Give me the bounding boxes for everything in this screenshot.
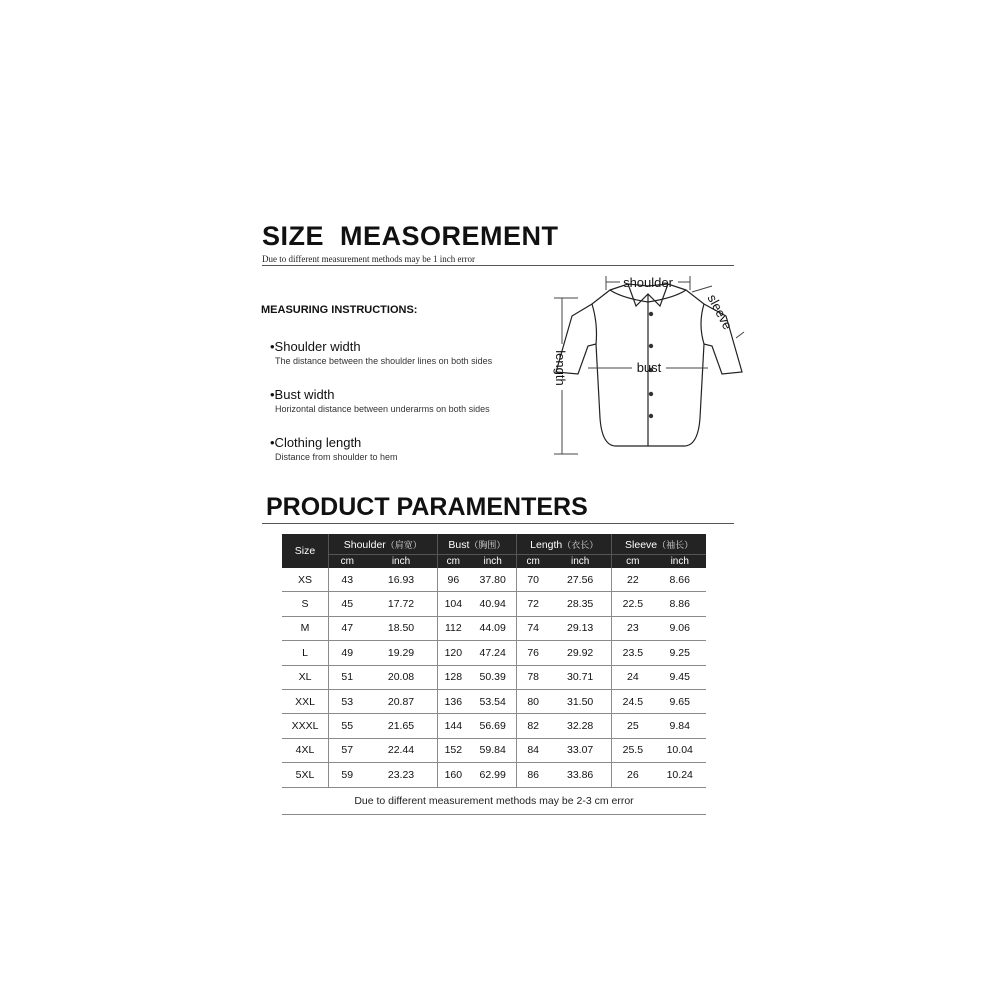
- unit-header: cm: [437, 555, 469, 569]
- value-cell: 20.08: [365, 665, 437, 689]
- value-cell: 25.5: [612, 738, 654, 762]
- value-cell: 53.54: [469, 689, 517, 713]
- value-cell: 23.23: [365, 763, 437, 787]
- size-cell: XL: [282, 665, 329, 689]
- value-cell: 50.39: [469, 665, 517, 689]
- table-row: [282, 714, 706, 738]
- value-cell: 55: [329, 714, 366, 738]
- instruction-desc: Horizontal distance between underarms on both sides: [275, 404, 490, 414]
- table-row: [282, 592, 706, 616]
- sleeve-label: sleeve: [704, 291, 736, 332]
- value-cell: 47.24: [469, 641, 517, 665]
- unit-header: inch: [365, 555, 437, 569]
- value-cell: 86: [517, 763, 549, 787]
- shoulder-label: shoulder: [623, 275, 673, 290]
- value-cell: 19.29: [365, 641, 437, 665]
- value-cell: 70: [517, 568, 549, 592]
- unit-header: cm: [517, 555, 549, 569]
- value-cell: 31.50: [549, 689, 612, 713]
- table-row: [282, 568, 706, 592]
- size-cell: 4XL: [282, 738, 329, 762]
- value-cell: 72: [517, 592, 549, 616]
- value-cell: 78: [517, 665, 549, 689]
- table-row: [282, 763, 706, 787]
- value-cell: 30.71: [549, 665, 612, 689]
- size-measurement-title: SIZE MEASOREMENT: [262, 221, 559, 251]
- value-cell: 25: [612, 714, 654, 738]
- value-cell: 47: [329, 616, 366, 640]
- value-cell: 23: [612, 616, 654, 640]
- size-cell: S: [282, 592, 329, 616]
- size-cell: XXL: [282, 689, 329, 713]
- value-cell: 59.84: [469, 738, 517, 762]
- product-parameters-title: PRODUCT PARAMENTERS: [266, 493, 588, 521]
- value-cell: 29.92: [549, 641, 612, 665]
- bust-label: bust: [636, 360, 662, 375]
- length-label: length: [553, 350, 568, 386]
- value-cell: 57: [329, 738, 366, 762]
- instruction-name: •Shoulder width: [270, 339, 361, 354]
- size-cell: 5XL: [282, 763, 329, 787]
- size-cell: XS: [282, 568, 329, 592]
- instruction-shoulder: [270, 339, 492, 367]
- value-cell: 9.25: [653, 641, 706, 665]
- shoulder-column-header: Shoulder（肩宽）: [329, 534, 438, 555]
- measurement-error-note: Due to different measurement methods may be 1 inch error: [262, 254, 476, 264]
- value-cell: 10.04: [653, 738, 706, 762]
- value-cell: 20.87: [365, 689, 437, 713]
- instruction-name: •Bust width: [270, 387, 335, 402]
- value-cell: 9.06: [653, 616, 706, 640]
- value-cell: 56.69: [469, 714, 517, 738]
- instruction-name: •Clothing length: [270, 435, 362, 450]
- length-column-header: Length（衣长）: [517, 534, 612, 555]
- value-cell: 16.93: [365, 568, 437, 592]
- value-cell: 8.66: [653, 568, 706, 592]
- size-cell: XXXL: [282, 714, 329, 738]
- unit-header: cm: [612, 555, 654, 569]
- value-cell: 45: [329, 592, 366, 616]
- size-chart-table: [282, 534, 706, 815]
- value-cell: 17.72: [365, 592, 437, 616]
- measuring-instructions-heading: MEASURING INSTRUCTIONS:: [261, 304, 418, 316]
- value-cell: 59: [329, 763, 366, 787]
- value-cell: 160: [437, 763, 469, 787]
- unit-header: inch: [549, 555, 612, 569]
- value-cell: 22.5: [612, 592, 654, 616]
- value-cell: 9.45: [653, 665, 706, 689]
- size-cell: M: [282, 616, 329, 640]
- bust-column-header: Bust（胸围）: [437, 534, 517, 555]
- value-cell: 37.80: [469, 568, 517, 592]
- instruction-desc: Distance from shoulder to hem: [275, 452, 398, 462]
- value-cell: 22: [612, 568, 654, 592]
- value-cell: 32.28: [549, 714, 612, 738]
- table-row: [282, 616, 706, 640]
- table-row: [282, 641, 706, 665]
- value-cell: 80: [517, 689, 549, 713]
- value-cell: 104: [437, 592, 469, 616]
- value-cell: 144: [437, 714, 469, 738]
- shirt-diagram: [548, 268, 748, 464]
- value-cell: 40.94: [469, 592, 517, 616]
- value-cell: 49: [329, 641, 366, 665]
- value-cell: 112: [437, 616, 469, 640]
- value-cell: 28.35: [549, 592, 612, 616]
- value-cell: 24: [612, 665, 654, 689]
- size-column-header: Size: [282, 534, 329, 568]
- unit-header: cm: [329, 555, 366, 569]
- value-cell: 10.24: [653, 763, 706, 787]
- value-cell: 23.5: [612, 641, 654, 665]
- size-table-body: [282, 568, 706, 787]
- value-cell: 136: [437, 689, 469, 713]
- instruction-desc: The distance between the shoulder lines on both sides: [275, 356, 493, 366]
- value-cell: 84: [517, 738, 549, 762]
- value-cell: 76: [517, 641, 549, 665]
- instruction-bust: [270, 387, 490, 415]
- title-divider: [262, 265, 734, 266]
- value-cell: 27.56: [549, 568, 612, 592]
- value-cell: 26: [612, 763, 654, 787]
- value-cell: 51: [329, 665, 366, 689]
- value-cell: 9.65: [653, 689, 706, 713]
- value-cell: 128: [437, 665, 469, 689]
- value-cell: 8.86: [653, 592, 706, 616]
- value-cell: 82: [517, 714, 549, 738]
- table-row: [282, 689, 706, 713]
- value-cell: 9.84: [653, 714, 706, 738]
- unit-header: inch: [469, 555, 517, 569]
- value-cell: 29.13: [549, 616, 612, 640]
- value-cell: 62.99: [469, 763, 517, 787]
- sleeve-column-header: Sleeve（袖长）: [612, 534, 706, 555]
- params-divider: [262, 523, 734, 524]
- unit-header: inch: [653, 555, 706, 569]
- value-cell: 33.86: [549, 763, 612, 787]
- value-cell: 22.44: [365, 738, 437, 762]
- value-cell: 152: [437, 738, 469, 762]
- size-cell: L: [282, 641, 329, 665]
- value-cell: 21.65: [365, 714, 437, 738]
- value-cell: 74: [517, 616, 549, 640]
- value-cell: 43: [329, 568, 366, 592]
- value-cell: 18.50: [365, 616, 437, 640]
- table-row: [282, 665, 706, 689]
- table-footnote: Due to different measurement methods may be 2-3 cm error: [282, 787, 706, 814]
- value-cell: 96: [437, 568, 469, 592]
- value-cell: 24.5: [612, 689, 654, 713]
- instruction-length: [270, 435, 398, 463]
- value-cell: 33.07: [549, 738, 612, 762]
- value-cell: 53: [329, 689, 366, 713]
- value-cell: 120: [437, 641, 469, 665]
- value-cell: 44.09: [469, 616, 517, 640]
- table-row: [282, 738, 706, 762]
